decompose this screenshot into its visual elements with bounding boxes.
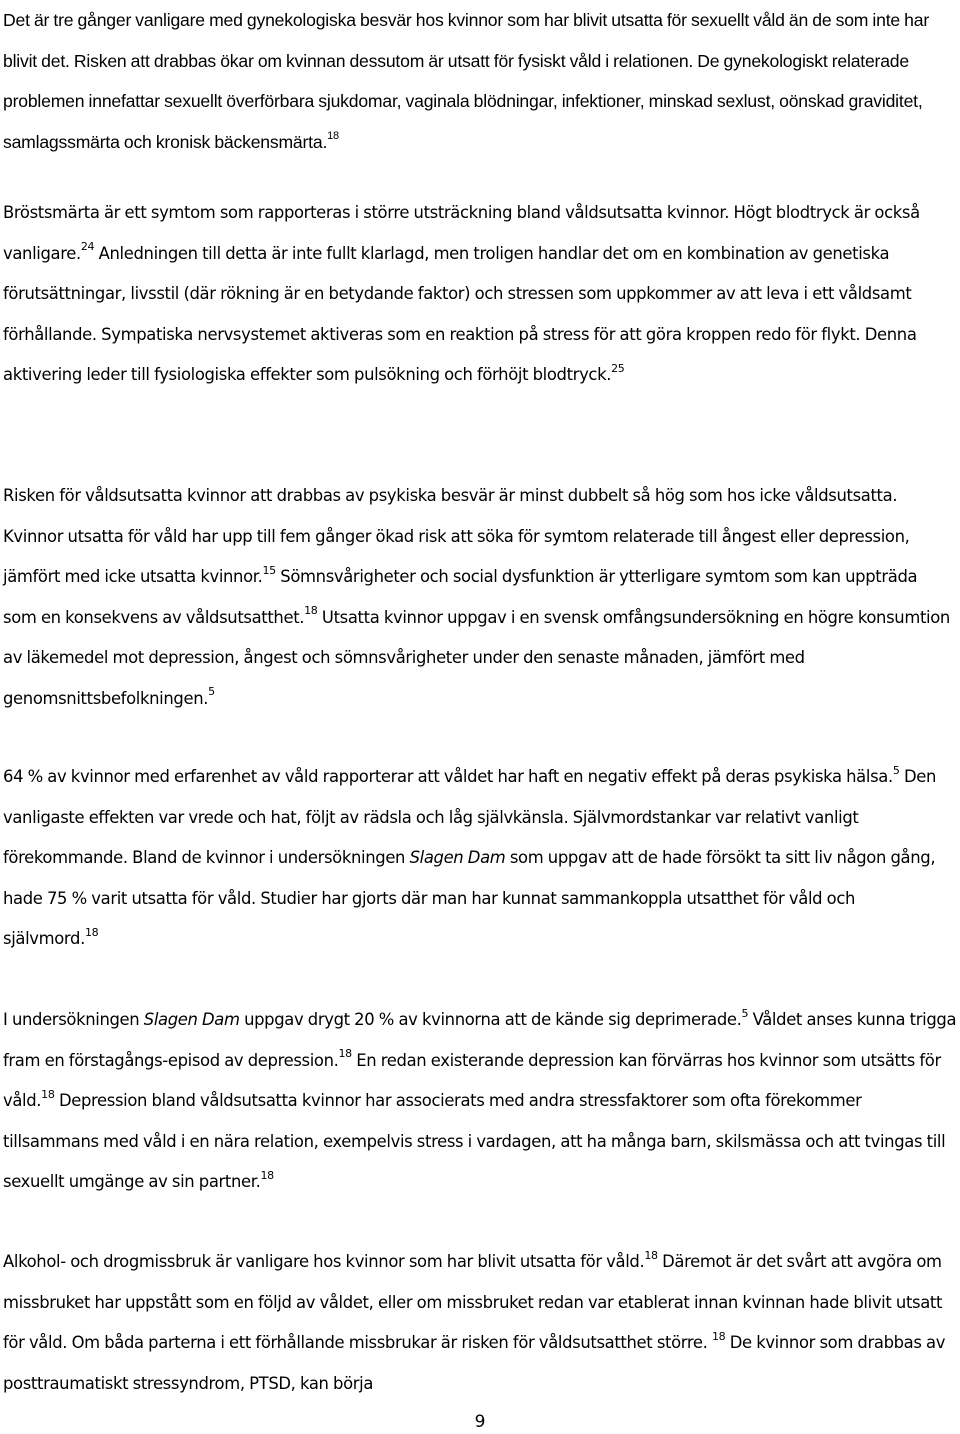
paragraph-substance-abuse xyxy=(3,1242,953,1404)
citation-reference: 18 xyxy=(711,1329,726,1343)
text-run: som uppgav att de hade försökt ta sitt liv någon gång, hade 75 % varit utsatta för våld. Studier har gjorts där man har kunnat sammankoppla utsatthet för våld och självmord. xyxy=(3,848,936,948)
citation-reference: 18 xyxy=(260,1168,274,1182)
document-page xyxy=(3,0,957,1432)
citation-reference: 24 xyxy=(80,240,95,254)
citation-reference: 18 xyxy=(304,604,318,618)
text-run: Det är tre gånger vanligare med gynekologiska besvär hos kvinnor som har blivit utsatta för sexuellt våld än de som inte har blivit det. Risken att drabbas ökar om kvinnan dessutom är utsatt för fysiskt våld i relationen. De gynekologiskt relaterade problemen innefattar sexuellt överförbara sjukdomar, vaginala blödningar, infektioner, minskad sexlust, oönskad graviditet, samlagssmärta och kronisk bäckensmärta. xyxy=(3,10,930,152)
citation-reference: 5 xyxy=(892,763,900,777)
text-run: I undersökningen xyxy=(3,1010,144,1029)
paragraph-chest-pain-blood-pressure xyxy=(3,193,953,396)
citation-reference: 15 xyxy=(262,563,276,577)
text-run: Däremot är det svårt att avgöra om missbruket har uppstått som en följd av våldet, eller om missbruket redan var etablerat innan kvinnan hade blivit utsatt för våld. Om båda parterna i ett förhållande missbrukar är risken för våldsutsatthet större. xyxy=(3,1252,943,1352)
paragraph-depression xyxy=(3,1000,960,1203)
text-run: uppgav drygt 20 % av kvinnorna att de kände sig deprimerade. xyxy=(239,1010,742,1029)
text-run: 64 % av kvinnor med erfarenhet av våld rapporterar att våldet har haft en negativ effekt på deras psykiska hälsa. xyxy=(3,767,893,786)
text-run: Sömnsvårigheter och social dysfunktion är ytterligare symtom som kan uppträda som en konsekvens av våldsutsatthet. xyxy=(3,567,918,627)
text-run: Alkohol- och drogmissbruk är vanligare hos kvinnor som har blivit utsatta för våld. xyxy=(3,1252,645,1271)
text-run: Utsatta kvinnor uppgav i en svensk omfångsundersökning en högre konsumtion av läkemedel mot depression, ångest och sömnsvårigheter under den senaste månaden, jämfört med genomsnittsbefolkningen. xyxy=(3,607,950,708)
paragraph-psychological-problems xyxy=(3,476,953,719)
paragraph-gynecological-problems xyxy=(3,0,957,162)
text-run: Bröstsmärta är ett symtom som rapporteras i större utsträckning bland våldsutsatta kvinnor. Högt blodtryck är också vanligare. xyxy=(3,203,920,263)
page-number: 9 xyxy=(474,1412,486,1432)
text-run: Depression bland våldsutsatta kvinnor har associerats med andra stressfaktorer som ofta förekommer tillsammans med våld i en nära relation, exempelvis stress i vardagen, att ha många barn, skilsmässa och att tvingas till sexuellt umgänge av sin partner. xyxy=(3,1091,946,1191)
italic-title: Slagen Dam xyxy=(409,848,506,867)
citation-reference: 18 xyxy=(327,129,339,142)
citation-reference: 18 xyxy=(644,1248,658,1262)
text-run: Den vanligaste effekten var vrede och hat, följt av rädsla och låg självkänsla. Självmordstankar var relativt vanligt förekommande. Bland de kvinnor i undersökningen xyxy=(3,767,936,867)
citation-reference: 18 xyxy=(84,925,99,939)
text-run: En redan existerande depression kan förvärras hos kvinnor som utsätts för våld. xyxy=(3,1050,941,1110)
text-run: De kvinnor som drabbas av posttraumatiskt stressyndrom, PTSD, kan börja xyxy=(3,1333,946,1393)
italic-title: Slagen Dam xyxy=(143,1010,240,1029)
text-run: Våldet anses kunna trigga fram en förstagångs-episod av depression. xyxy=(3,1010,957,1070)
citation-reference: 18 xyxy=(338,1047,352,1061)
citation-reference: 5 xyxy=(741,1006,749,1020)
text-run: Anledningen till detta är inte fullt klarlagd, men troligen handlar det om en kombination av genetiska förutsättningar, livsstil (där rökning är en betydande faktor) och stressen som uppkommer av att leva i ett våldsamt förhållande. Sympatiska nervsystemet aktiveras som en reaktion på stress för att göra kroppen redo för flykt. Denna aktivering leder till fysiologiska effekter som pulsökning och förhöjt blodtryck. xyxy=(3,243,917,384)
citation-reference: 5 xyxy=(208,685,215,699)
paragraph-mental-health-suicide xyxy=(3,757,953,960)
citation-reference: 25 xyxy=(611,361,625,375)
text-run: Risken för våldsutsatta kvinnor att drabbas av psykiska besvär är minst dubbelt så hög som hos icke våldsutsatta. Kvinnor utsatta för våld har upp till fem gånger ökad risk att söka för symtom relaterade till ångest eller depression, jämfört med icke utsatta kvinnor. xyxy=(3,486,910,586)
citation-reference: 18 xyxy=(41,1087,55,1101)
